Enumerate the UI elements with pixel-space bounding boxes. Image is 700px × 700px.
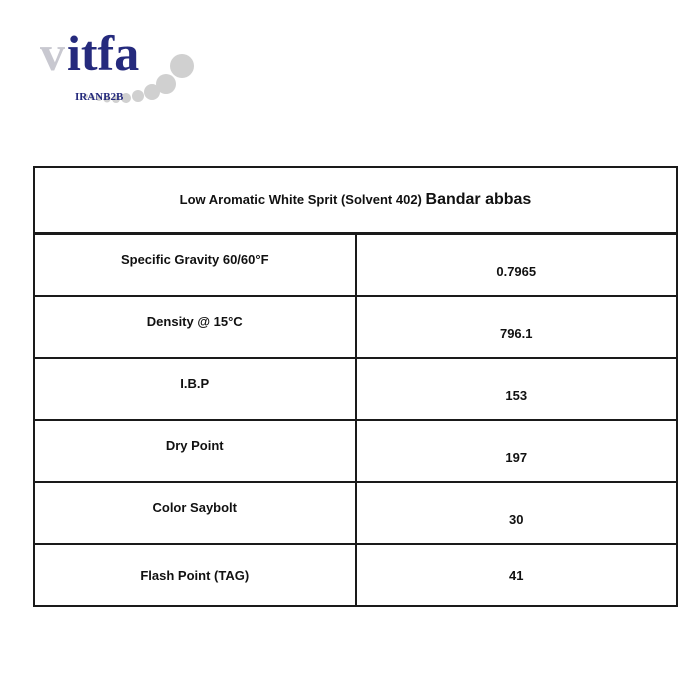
table-row [34,544,677,606]
row-label: Specific Gravity 60/60°F [120,251,269,267]
row-value-cell [356,420,678,482]
row-label: Density @ 15°C [146,313,243,329]
table-row [34,358,677,420]
logo-subtitle: IRANB2B [75,91,124,103]
product-location: Bandar abbas [425,191,532,208]
logo-letter-v: v [40,25,65,81]
table-row [34,296,677,358]
table-row [34,234,677,297]
row-value: 197 [505,449,528,465]
logo-wordmark: itfa [67,25,140,81]
table-title-cell [34,167,677,234]
row-label-cell [34,234,356,297]
row-value-cell [356,482,678,544]
row-value-cell [356,234,678,297]
table-title-row [34,167,677,234]
row-value: 796.1 [499,325,533,341]
vitfa-logo [40,22,205,110]
row-label-cell [34,482,356,544]
row-label: Flash Point (TAG) [140,567,250,583]
row-label-cell [34,358,356,420]
row-value-cell [356,296,678,358]
row-label: I.B.P [180,375,210,391]
row-label: Dry Point [165,437,224,453]
row-label-cell [34,420,356,482]
row-value: 41 [509,567,524,583]
table-row [34,482,677,544]
logo-graphic [40,22,205,110]
table-row [34,420,677,482]
product-title: Low Aromatic White Sprit (Solvent 402) [179,192,422,207]
row-label-cell [34,296,356,358]
row-label: Color Saybolt [152,499,237,515]
row-value: 0.7965 [496,263,537,279]
spec-table [33,166,678,607]
row-value: 153 [505,387,528,403]
row-value-cell [356,544,678,606]
row-value: 30 [509,511,524,527]
row-label-cell [34,544,356,606]
row-value-cell [356,358,678,420]
